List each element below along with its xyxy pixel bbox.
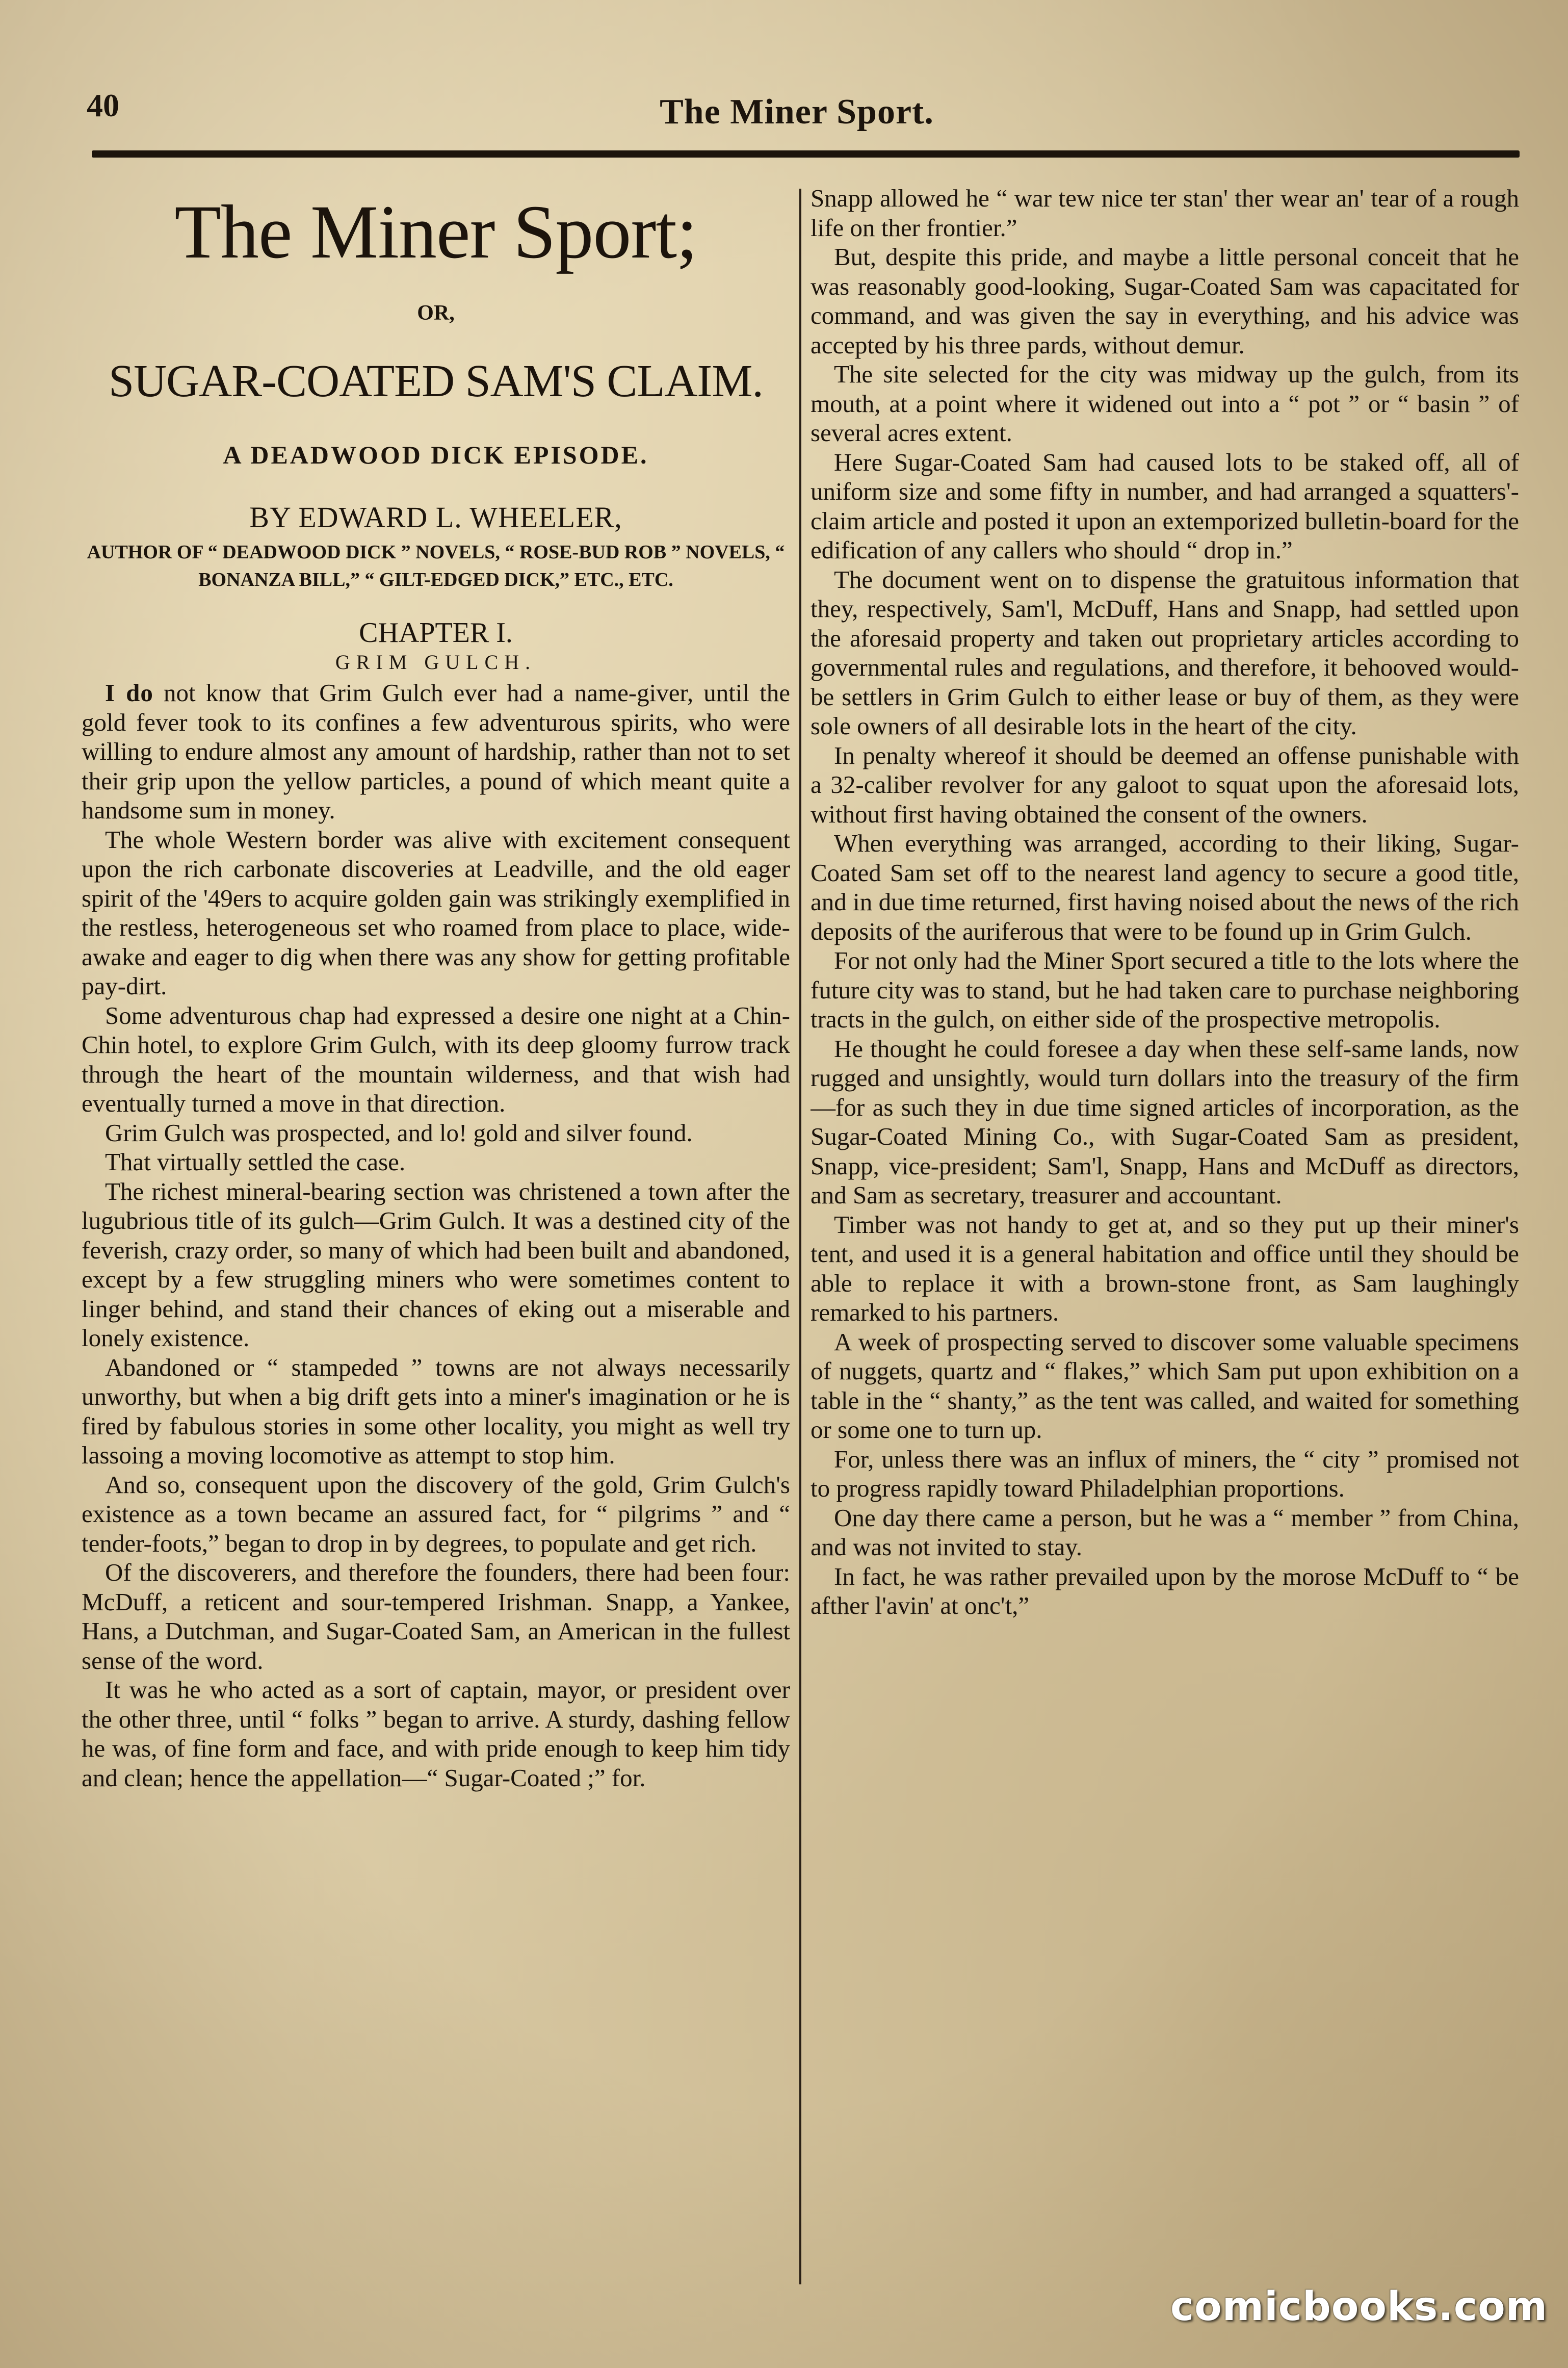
paragraph: One day there came a person, but he was a “ member ” from China, and was not invited to stay. [811, 1503, 1519, 1561]
paragraph: I do not know that Grim Gulch ever had a name-giver, until the gold fever took to its confines a few adventurous spirits, who were willing to endure almost any amount of hardship, rather than not to set their grip upon the yellow particles, a pound of which meant quite a handsome sum in money. [82, 679, 790, 824]
paragraph: And so, consequent upon the discovery of the gold, Grim Gulch's existence as a town became an assured fact, for “ pilgrims ” and “ tender-foots,” began to drop in by degrees, to populate and get rich. [82, 1470, 790, 1557]
running-title: The Miner Sport. [660, 92, 934, 132]
paragraph: Timber was not handy to get at, and so they put up their miner's tent, and used it is a general habitation and office until they should be able to replace it with a brown-stone front, as Sam laughingly remarked to his partners. [811, 1210, 1519, 1326]
left-column [82, 184, 790, 2284]
paragraph: Of the discoverers, and therefore the founders, there had been four: McDuff, a reticent and sour-tempered Irishman. Snapp, a Yankee, Hans, a Dutchman, and Sugar-Coated Sam, an American in the fullest sense of the word. [82, 1558, 790, 1675]
paragraph: The document went on to dispense the gratuitous information that they, respectively, Sam'l, McDuff, Hans and Snapp, had settled upon the aforesaid property and taken out proprietary articles according to governmental rules and regulations, and therefore, it behooved would-be settlers in Grim Gulch to either lease or buy of them, as they were sole owners of all desirable lots in the heart of the city. [811, 565, 1519, 740]
paragraph: The site selected for the city was midway up the gulch, from its mouth, at a point where it widened out into a “ pot ” or “ basin ” of several acres extent. [811, 360, 1519, 447]
paragraph: The whole Western border was alive with excitement consequent upon the rich carbonate discoveries at Leadville, and the old eager spirit of the '49ers to acquire golden gain was strikingly exemplified in the restless, heterogeneous set who roamed from place to place, wide-awake and eager to dig when there was any show for getting profitable pay-dirt. [82, 825, 790, 1000]
paragraph: Snapp allowed he “ war tew nice ter stan' ther wear an' tear of a rough life on ther frontier.” [811, 184, 1519, 242]
paragraph: But, despite this pride, and maybe a little personal conceit that he was reasonably good-looking, Sugar-Coated Sam was capacitated for command, and was given the say in everything, and his advice was accepted by his three pards, without demur. [811, 243, 1519, 359]
paragraph: Grim Gulch was prospected, and lo! gold and silver found. [105, 1118, 693, 1147]
site-watermark: comicbooks.com [1170, 2284, 1548, 2330]
paragraph: For not only had the Miner Sport secured a title to the lots where the future city was to stand, but he had taken care to purchase neighboring tracts in the gulch, on either side of the prospective metropolis. [811, 946, 1519, 1033]
header-rule [92, 150, 1520, 158]
author-credit: AUTHOR OF “ DEADWOOD DICK ” NOVELS, “ ROSE-BUD ROB ” NOVELS, “ BONANZA BILL,” “ GILT-EDGED DICK,” ETC., ETC. [87, 542, 785, 590]
chapter-title: GRIM GULCH. [335, 651, 537, 674]
column-divider [799, 189, 801, 2284]
paragraph: It was he who acted as a sort of captain, mayor, or president over the other three, until “ folks ” began to arrive. A sturdy, dashing fellow he was, of fine form and face, and with pride enough to keep him tidy and clean; hence the appellation—“ Sugar-Coated ;” for. [82, 1676, 790, 1792]
chapter-heading: CHAPTER I. [359, 617, 513, 649]
byline: BY EDWARD L. WHEELER, [249, 501, 622, 534]
paragraph: When everything was arranged, according to their liking, Sugar-Coated Sam set off to the nearest land agency to secure a good title, and in due time returned, first having noised about the news of the rich deposits of the auriferous that were to be found up in Grim Gulch. [811, 829, 1519, 945]
story-or: OR, [417, 301, 455, 325]
paragraph: For, unless there was an influx of miners, the “ city ” promised not to progress rapidly toward Philadelphian proportions. [811, 1445, 1519, 1502]
paragraph: The richest mineral-bearing section was christened a town after the lugubrious title of its gulch—Grim Gulch. It was a destined city of the feverish, crazy order, so many of which had been built and abandoned, except by a few struggling miners who were sometimes content to linger behind, and stand their chances of eking out a miserable and lonely existence. [82, 1177, 790, 1352]
paragraph: A week of prospecting served to discover some valuable specimens of nuggets, quartz and “ flakes,” which Sam put upon exhibition on a table in the “ shanty,” as the tent was called, and waited for something or some one to turn up. [811, 1327, 1519, 1444]
running-header [87, 82, 1507, 138]
episode-line: A DEADWOOD DICK EPISODE. [223, 441, 649, 469]
paragraph: Here Sugar-Coated Sam had caused lots to be staked off, all of uniform size and some fifty in number, and had arranged a squatters'-claim article and posted it upon an extemporized bulletin-board for the edification of any callers who should “ drop in.” [811, 448, 1519, 564]
paragraph: Some adventurous chap had expressed a desire one night at a Chin-Chin hotel, to explore Grim Gulch, with its deep gloomy furrow track through the heart of the mountain wilderness, and that wish had eventually turned a move in that direction. [82, 1001, 790, 1117]
paragraph: He thought he could foresee a day when these self-same lands, now rugged and unsightly, would turn dollars into the treasury of the firm —for as such they in due time signed articles of incorporation, as the Sugar-Coated Mining Co., with Sugar-Coated Sam as president, Snapp, vice-president; Sam'l, Snapp, Hans and McDuff as directors, and Sam as secretary, treasurer and accountant. [811, 1034, 1519, 1209]
right-column [811, 184, 1519, 2284]
drop-lead: I do [105, 679, 153, 707]
paragraph: In fact, he was rather prevailed upon by the morose McDuff to “ be afther l'avin' at onc't,” [811, 1562, 1519, 1619]
story-subtitle: SUGAR-COATED SAM'S CLAIM. [109, 356, 763, 406]
paragraph: Abandoned or “ stampeded ” towns are not always necessarily unworthy, but when a big drift gets into a miner's imagination or he is fired by fabulous stories in some other locality, you might as well try lassoing a moving locomotive as attempt to stop him. [82, 1353, 790, 1469]
page-number: 40 [87, 87, 119, 123]
story-title: The Miner Sport; [174, 190, 697, 274]
paragraph: That virtually settled the case. [105, 1148, 406, 1176]
text-columns [82, 184, 1519, 2284]
paragraph: In penalty whereof it should be deemed an offense punishable with a 32-caliber revolver for any galoot to squat upon the aforesaid lots, without first having obtained the consent of the owners. [811, 741, 1519, 828]
